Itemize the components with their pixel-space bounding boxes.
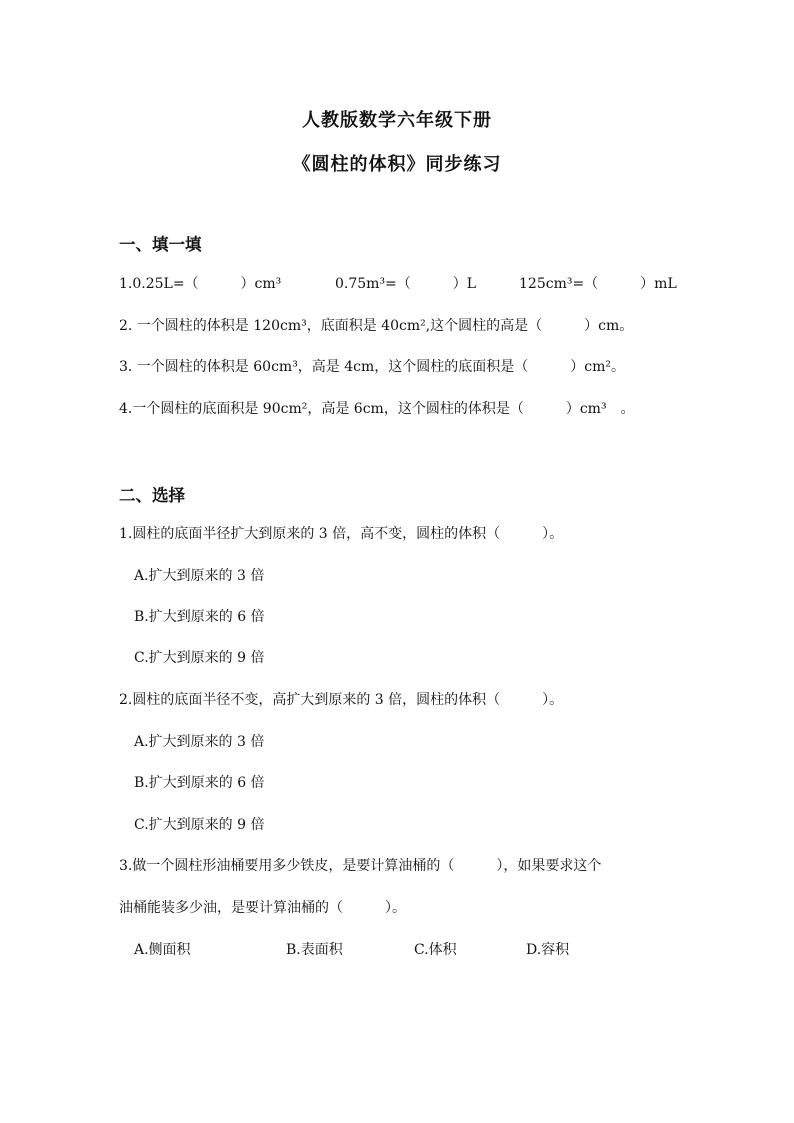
question-1-2: 2. 一个圆柱的体积是 120cm³，底面积是 40cm²,这个圆柱的高是（ ）cm。 xyxy=(119,318,634,334)
page-title: 人教版数学六年级下册 xyxy=(302,110,492,131)
section-heading-fill-in: 一、填一填 xyxy=(119,235,202,254)
question-2-2-option-b: B.扩大到原来的 6 倍 xyxy=(134,775,265,791)
question-2-3-stem-line-1: 3.做一个圆柱形油桶要用多少铁皮，是要计算油桶的（ ），如果要求这个 xyxy=(119,858,602,874)
question-1-1 xyxy=(119,274,679,294)
page-subtitle: 《圆柱的体积》同步练习 xyxy=(292,154,502,175)
question-2-1-stem: 1.圆柱的底面半径扩大到原来的 3 倍，高不变，圆柱的体积（ ）。 xyxy=(119,526,564,542)
question-2-3-options xyxy=(134,940,594,960)
question-1-1-part-a: 1.0.25L=（ ）cm³ xyxy=(119,276,282,292)
question-2-1-option-b: B.扩大到原来的 6 倍 xyxy=(134,609,265,625)
question-2-1-option-a: A.扩大到原来的 3 倍 xyxy=(134,568,265,584)
question-2-2-option-c: C.扩大到原来的 9 倍 xyxy=(134,817,265,833)
question-1-3: 3. 一个圆柱的体积是 60cm³，高是 4cm，这个圆柱的底面积是（ ）cm²。 xyxy=(119,359,626,375)
section-heading-choice: 二、选择 xyxy=(119,486,185,505)
question-2-3-option-d: D.容积 xyxy=(526,942,570,958)
question-2-3-option-c: C.体积 xyxy=(414,942,457,958)
question-1-1-part-b: 0.75m³=（ ）L xyxy=(335,276,477,292)
question-2-2-stem: 2.圆柱的底面半径不变，高扩大到原来的 3 倍，圆柱的体积（ ）。 xyxy=(119,692,564,708)
question-2-2-option-a: A.扩大到原来的 3 倍 xyxy=(134,734,265,750)
question-2-1-option-c: C.扩大到原来的 9 倍 xyxy=(134,650,265,666)
question-1-4: 4.一个圆柱的底面积是 90cm²，高是 6cm，这个圆柱的体积是（ ）cm³ 。 xyxy=(119,401,635,417)
question-1-1-part-c: 125cm³=（ ）mL xyxy=(519,276,677,292)
question-2-3-stem-line-2: 油桶能装多少油，是要计算油桶的（ ）。 xyxy=(119,900,406,916)
question-2-3-option-b: B.表面积 xyxy=(286,942,343,958)
question-2-3-option-a: A.侧面积 xyxy=(134,942,191,958)
